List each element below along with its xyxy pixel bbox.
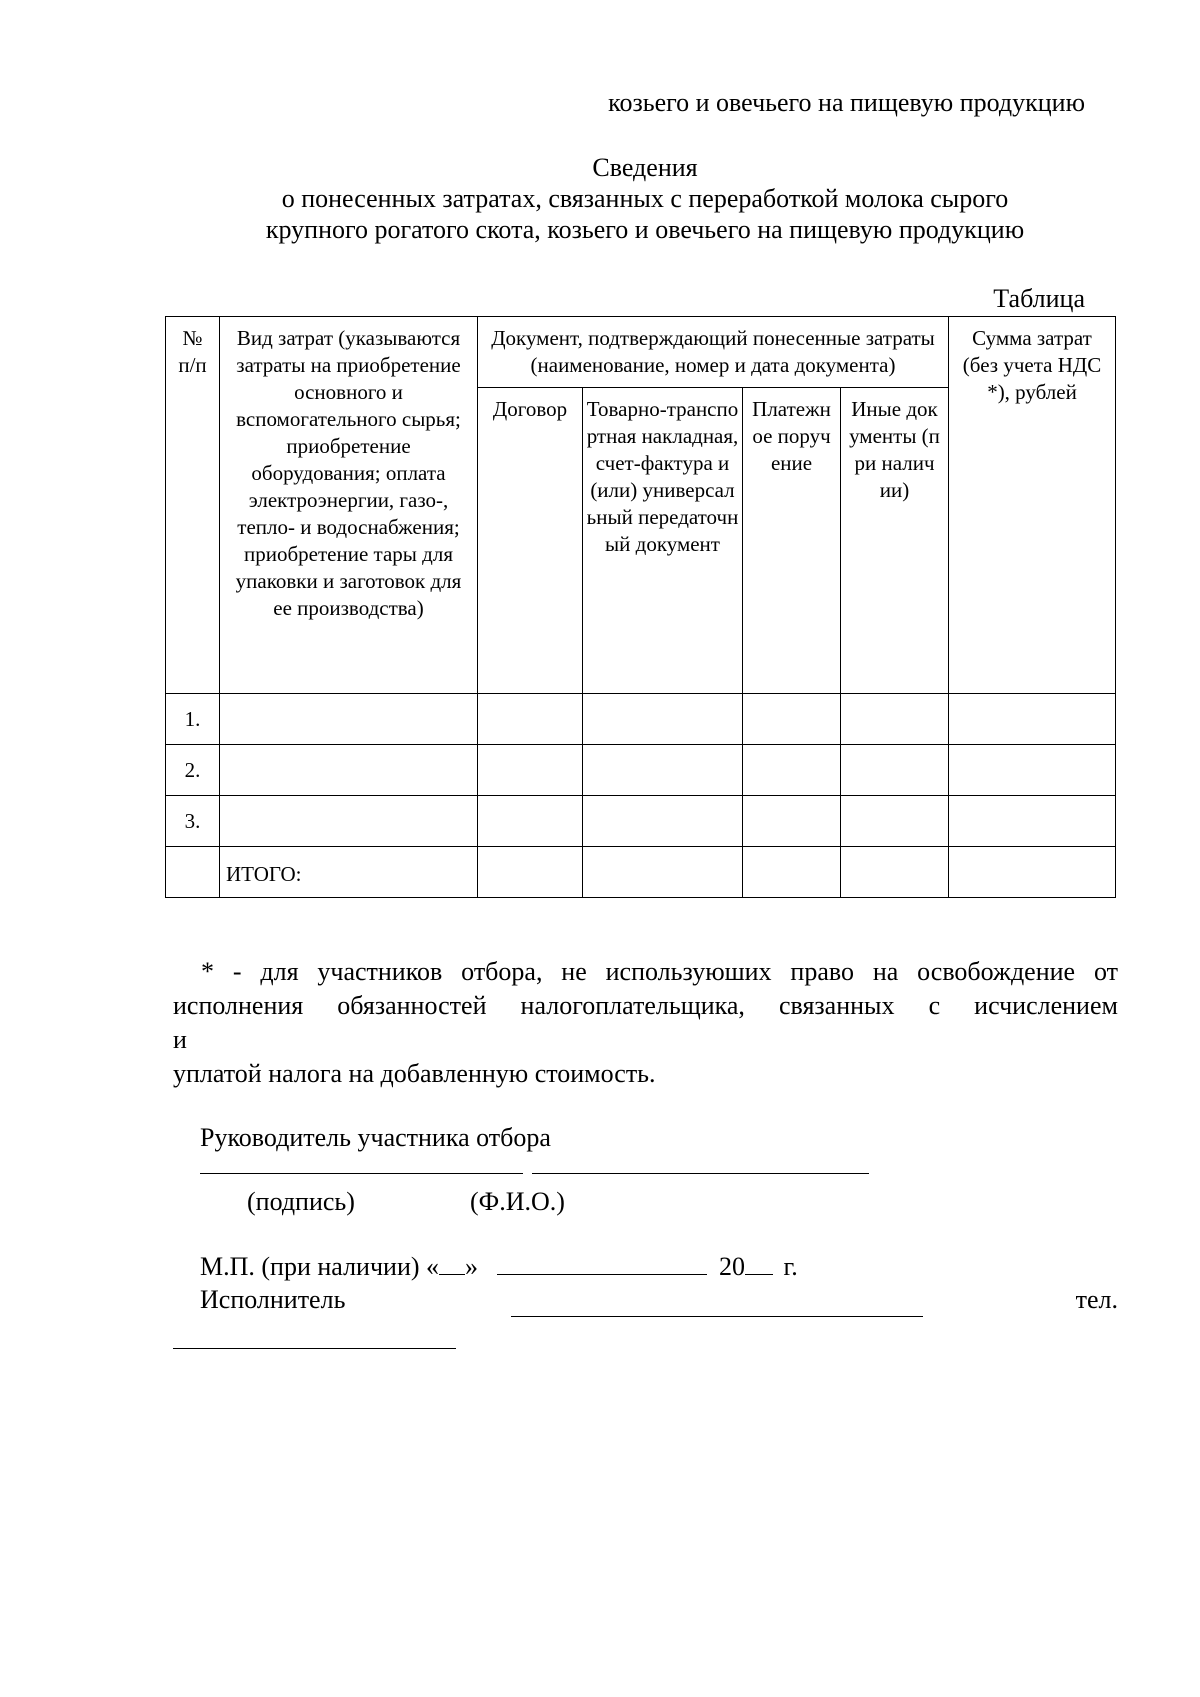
footnote-word: для — [260, 957, 299, 986]
total-cell-sum[interactable] — [949, 847, 1116, 898]
header-cell-num — [166, 317, 220, 694]
row-cell-sum[interactable] — [949, 796, 1116, 847]
row-cell-payment-order[interactable] — [743, 796, 841, 847]
phone-line[interactable] — [173, 1348, 456, 1349]
full-name-line[interactable] — [532, 1173, 869, 1174]
footnote-line-3: и — [173, 1025, 187, 1054]
table-row — [166, 796, 1116, 847]
footnote-word: связанных — [778, 991, 895, 1020]
footnote-line-2 — [173, 989, 1118, 1023]
footnote-line-4: уплатой налога на добавленную стоимость. — [173, 1059, 656, 1088]
quote-close: » — [465, 1252, 479, 1281]
table-row — [166, 694, 1116, 745]
footnote-word: участников — [317, 957, 443, 986]
footnote-word: используюших — [605, 957, 772, 986]
row-cell-waybill[interactable] — [583, 694, 743, 745]
header-other-docs-label: Иные документы (при наличии) — [849, 397, 940, 502]
row-cell-sum[interactable] — [949, 694, 1116, 745]
day-field[interactable] — [439, 1252, 465, 1275]
header-cell-other-docs — [841, 388, 949, 694]
row-cell-cost-type[interactable] — [220, 694, 478, 745]
footnote-word: с — [928, 991, 941, 1020]
footnote-word: отбора, — [461, 957, 543, 986]
header-cell-contract — [478, 388, 583, 694]
row-cell-other-docs[interactable] — [841, 694, 949, 745]
row-cell-other-docs[interactable] — [841, 745, 949, 796]
header-sum-label: Сумма затрат (без учета НДС *), рублей — [962, 326, 1102, 404]
stamp-label: М.П. (при наличии) « — [200, 1252, 440, 1281]
document-title — [150, 152, 1140, 245]
executor-label: Исполнитель — [200, 1285, 346, 1314]
vat-footnote — [173, 955, 1118, 1091]
footnote-word: * — [201, 957, 214, 986]
costs-table — [165, 316, 1116, 898]
footnote-word: не — [561, 957, 587, 986]
row-cell-payment-order[interactable] — [743, 745, 841, 796]
table-header-row-1 — [166, 317, 1116, 388]
header-num-label: № п/п — [178, 326, 207, 377]
row-cell-sum[interactable] — [949, 745, 1116, 796]
header-cell-payment-order — [743, 388, 841, 694]
header-waybill-label: Товарно-транспортная накладная, счет-фактура и (или) универсальный передаточный документ — [586, 397, 739, 556]
footnote-word: на — [872, 957, 899, 986]
total-row-number — [166, 847, 220, 898]
header-cell-document-group — [478, 317, 949, 388]
footnote-word: исполнения — [173, 991, 304, 1020]
signature-caption: (подпись) — [247, 1187, 355, 1216]
month-field[interactable] — [497, 1252, 707, 1275]
header-cell-sum — [949, 317, 1116, 694]
header-cell-cost-type — [220, 317, 478, 694]
row-cell-contract[interactable] — [478, 796, 583, 847]
footnote-word: освобождение — [917, 957, 1076, 986]
executor-name-line[interactable] — [511, 1316, 923, 1317]
row-number: 2. — [166, 745, 220, 796]
row-cell-contract[interactable] — [478, 694, 583, 745]
row-cell-payment-order[interactable] — [743, 694, 841, 745]
footnote-line-1 — [173, 955, 1118, 989]
year-suffix: г. — [783, 1252, 798, 1281]
header-payment-order-label: Платежное поручение — [752, 397, 831, 475]
table-total-row — [166, 847, 1116, 898]
total-label: ИТОГО: — [220, 847, 478, 898]
header-document-group-label: Документ, подтверждающий понесенные затраты (наименование, номер и дата документа) — [491, 326, 935, 377]
row-cell-other-docs[interactable] — [841, 796, 949, 847]
total-cell-waybill[interactable] — [583, 847, 743, 898]
footnote-word: от — [1093, 957, 1118, 986]
row-cell-waybill[interactable] — [583, 745, 743, 796]
row-cell-cost-type[interactable] — [220, 745, 478, 796]
title-line-2: о понесенных затратах, связанных с переработкой молока сырого — [281, 184, 1009, 213]
year-field[interactable] — [745, 1252, 773, 1275]
footnote-word: право — [790, 957, 854, 986]
row-cell-cost-type[interactable] — [220, 796, 478, 847]
header-contract-label: Договор — [492, 397, 568, 421]
header-cell-waybill — [583, 388, 743, 694]
signature-block-title: Руководитель участника отбора — [200, 1123, 551, 1152]
footnote-word: обязанностей — [337, 991, 487, 1020]
full-name-caption: (Ф.И.О.) — [470, 1187, 565, 1216]
total-cell-other-docs[interactable] — [841, 847, 949, 898]
row-number: 3. — [166, 796, 220, 847]
row-cell-contract[interactable] — [478, 745, 583, 796]
footnote-word: - — [232, 957, 242, 986]
phone-label: тел. — [1075, 1285, 1118, 1314]
footnote-word: налогоплательщика, — [520, 991, 745, 1020]
header-cost-type-label: Вид затрат (указываются затраты на приобретение основного и вспомогательного сырья; приобретение оборудования; оплата электроэнергии, газо-, тепло- и водоснабжения; приобретение тары для упаковки и заготовок для ее производства) — [235, 326, 462, 620]
header-annex-note: козьего и овечьего на пищевую продукцию — [608, 88, 1085, 117]
total-cell-payment-order[interactable] — [743, 847, 841, 898]
row-number: 1. — [166, 694, 220, 745]
table-label: Таблица — [993, 284, 1085, 313]
year-prefix: 20 — [719, 1252, 746, 1281]
row-cell-waybill[interactable] — [583, 796, 743, 847]
footnote-word: исчислением — [974, 991, 1118, 1020]
signature-line[interactable] — [200, 1173, 523, 1174]
table-row — [166, 745, 1116, 796]
total-cell-contract[interactable] — [478, 847, 583, 898]
stamp-date-row — [200, 1252, 798, 1282]
title-line-1: Сведения — [592, 153, 698, 182]
title-line-3: крупного рогатого скота, козьего и овечьего на пищевую продукцию — [265, 215, 1025, 244]
